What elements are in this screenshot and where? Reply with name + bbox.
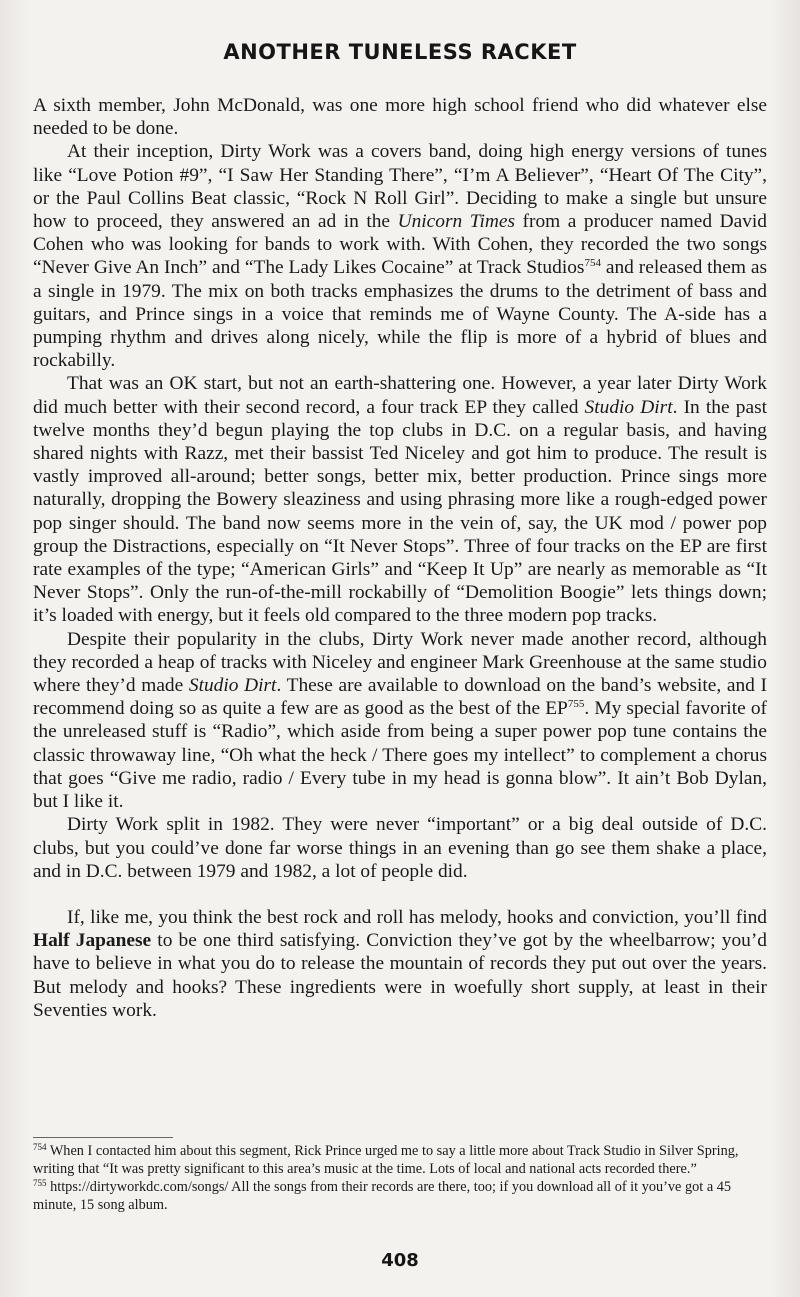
paragraph-6: If, like me, you think the best rock and roll has melody, hooks and conviction, you’ll find Half Japanese to be one third satisfying. Conviction they’ve got by the wheelbarrow; you’d have to believe in what you do to release the mountain of records they put out over the years. But melody and hooks? These ingredients were in woefully short supply, at least in their Seventies work. [33,906,767,1021]
paragraph-4: Despite their popularity in the clubs, Dirty Work never made another record, although they recorded a heap of tracks with Niceley and engineer Mark Greenhouse at the same studio where they’d made Studio Dirt. These are available to download on the band’s website, and I recommend doing so as quite a few are as good as the best of the EP$^{755}$. My special favorite of the unreleased stuff is “Radio”, which aside from being a super power pop tune contains the classic throwaway line, “Oh what the heck / There goes my intellect” to complement a chorus that goes “Give me radio, radio / Every tube in my head is gonna blow”. It ain’t Bob Dylan, but I like it. [33,628,767,813]
footnotes [33,1142,767,1214]
paragraph-3: That was an OK start, but not an earth-shattering one. However, a year later Dirty Work did much better with their second record, a four track EP they called Studio Dirt. In the past twelve months they’d begun playing the top clubs in D.C. on a regular basis, and having shared nights with Razz, met their bassist Ted Niceley and got him to produce. The result is vastly improved all-around; better songs, better mix, better production. Prince sings more naturally, dropping the Bowery sleaziness and using phrasing more like a rough-edged power pop singer should. The band now seems more in the vein of, say, the UK mod / power pop group the Distractions, especially on “It Never Stops”. Three of four tracks on the EP are first rate examples of the type; “American Girls” and “Keep It Up” are nearly as memorable as “It Never Stops”. Only the run-of-the-mill rockabilly of “Demolition Boogie” lets things down; it’s loaded with energy, but it feels old compared to the three modern pop tracks. [33,373,767,627]
footnote-text: https://dirtyworkdc.com/songs/ All the songs from their records are there, too; if you download all of it you’ve got a 45 minute, 15 song album. [33,1179,732,1213]
footnote-ref-755: 755 [567,698,585,711]
footnote-754 [33,1142,767,1178]
italic-title: Unicorn Times [397,211,515,233]
paragraph-2: At their inception, Dirty Work was a covers band, doing high energy versions of tunes like “Love Potion #9”, “I Saw Her Standing There”, “I’m A Believer”, “Heart Of The City”, or the Paul Collins Beat classic, “Rock N Roll Girl”. Deciding to make a single but unsure how to proceed, they answered an ad in the Unicorn Times from a producer named David Cohen who was looking for bands to work with. With Cohen, they recorded the two songs “Never Give An Inch” and “The Lady Likes Cocaine” at Track Studios$^{754}$ and released them as a single in 1979. The mix on both tracks emphasizes the drums to the detriment of bass and guitars, and Prince sings in a voice that reminds me of Wayne County. The A-side has a pumping rhythm and drives along nicely, while the flip is more of a hybrid of blues and rockabilly. [33,141,767,372]
paragraph-1: A sixth member, John McDonald, was one more high school friend who did whatever else needed to be done. [33,95,767,140]
band-name-bold: Half Japanese [33,930,152,952]
footnote-755 [33,1178,767,1214]
italic-title: Studio Dirt [584,396,673,418]
body-text [33,94,767,1022]
footnote-number: 754 [33,1142,47,1152]
paragraph-5: Dirty Work split in 1982. They were never “important” or a big deal outside of D.C. clubs, but you could’ve done far worse things in an evening than go see them shake a place, and in D.C. between 1979 and 1982, a lot of people did. [33,814,767,882]
footnote-ref-754: 754 [584,257,601,270]
footnote-number: 755 [33,1178,47,1188]
running-header: ANOTHER TUNELESS RACKET [223,40,577,64]
page-number: 408 [381,1250,419,1271]
footnote-divider [33,1137,173,1138]
footnote-text: When I contacted him about this segment, Rick Prince urged me to say a little more about Track Studio in Silver Spring, writing that “It was pretty significant to this area’s music at the time. Lots of local and national acts recorded there.” [33,1143,739,1177]
italic-title: Studio Dirt [188,675,277,697]
